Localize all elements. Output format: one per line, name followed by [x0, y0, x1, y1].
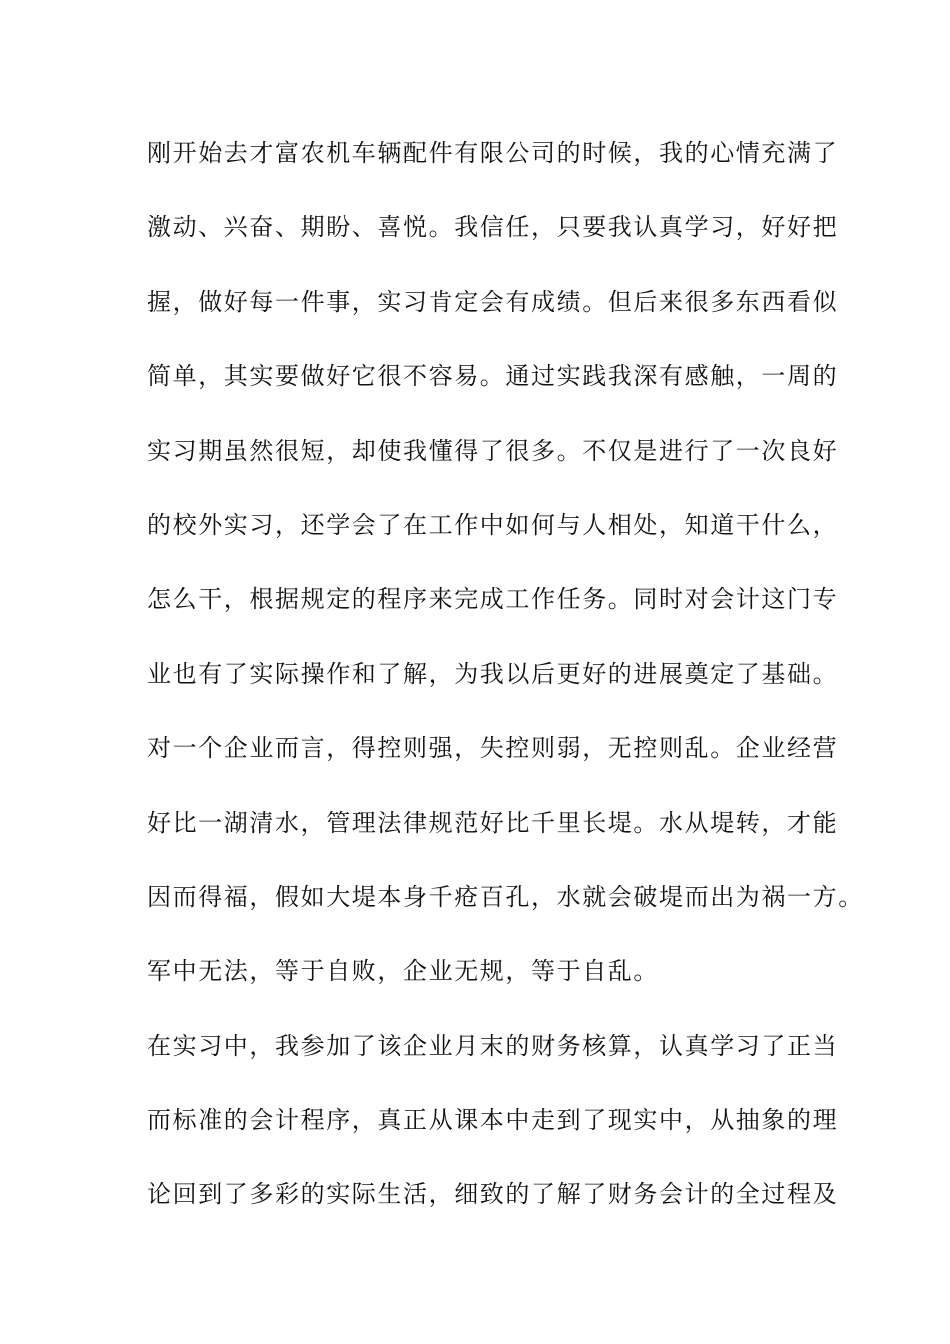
text-line: 刚开始去才富农机车辆配件有限公司的时候，我的心情充满了: [147, 139, 839, 167]
text-line: 的校外实习，还学会了在工作中如何与人相处，知道干什么，: [147, 510, 839, 539]
text-line: 实习期虽然很短，却使我懂得了很多。不仅是进行了一次良好: [147, 436, 839, 465]
text-line: 而标准的会计程序，真正从课本中走到了现实中，从抽象的理: [147, 1106, 839, 1135]
text-line: 激动、兴奋、期盼、喜悦。我信任，只要我认真学习，好好把: [147, 213, 839, 242]
text-line: 对一个企业而言，得控则强，失控则弱，无控则乱。企业经营: [147, 734, 839, 763]
text-line: 军中无法，等于自败，企业无规，等于自乱。: [147, 957, 659, 986]
text-line: 握，做好每一件事，实习肯定会有成绩。但后来很多东西看似: [147, 287, 839, 316]
text-line: 因而得福，假如大堤本身千疮百孔，水就会破堤而出为祸一方。: [147, 882, 864, 911]
document-body: [147, 131, 864, 1247]
text-line: 好比一湖清水，管理法律规范好比千里长堤。水从堤转，才能: [147, 808, 839, 837]
text-line: 论回到了多彩的实际生活，细致的了解了财务会计的全过程及: [147, 1180, 839, 1209]
text-line: 业也有了实际操作和了解，为我以后更好的进展奠定了基础。: [147, 659, 839, 688]
text-line: 在实习中，我参加了该企业月末的财务核算，认真学习了正当: [147, 1031, 839, 1060]
text-line: 怎么干，根据规定的程序来完成工作任务。同时对会计这门专: [147, 585, 839, 614]
text-line: 简单，其实要做好它很不容易。通过实践我深有感触，一周的: [147, 362, 839, 391]
